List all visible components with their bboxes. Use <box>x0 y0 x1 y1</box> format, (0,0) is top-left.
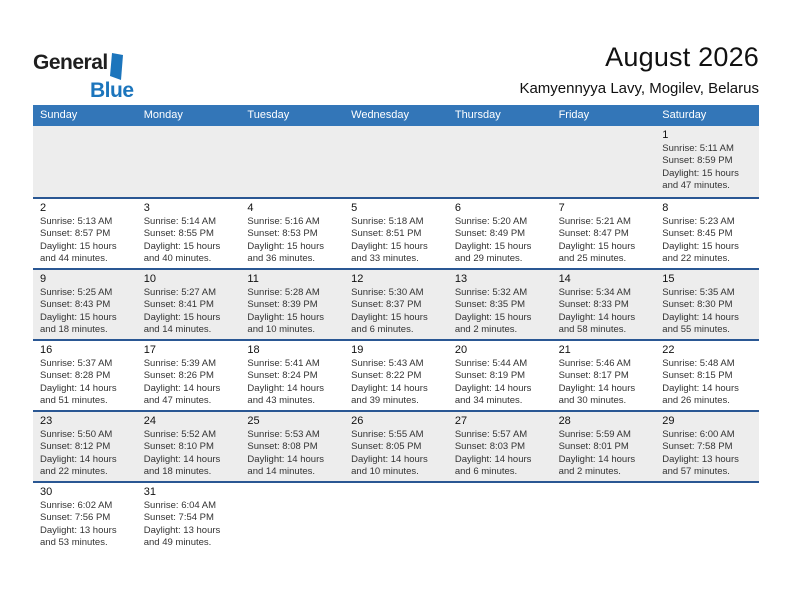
daylight-text: Daylight: 14 hours and 22 minutes. <box>40 453 117 478</box>
sunset-text: Sunset: 8:53 PM <box>247 228 318 240</box>
empty-cell <box>448 483 552 552</box>
week-row <box>33 126 759 197</box>
sunset-text: Sunset: 8:08 PM <box>247 441 318 453</box>
sunrise-text: Sunrise: 5:48 AM <box>662 358 735 369</box>
day-number: 18 <box>247 344 260 356</box>
day-cell <box>33 412 137 481</box>
daylight-text: Daylight: 15 hours and 36 minutes. <box>247 240 324 265</box>
daylight-text: Daylight: 15 hours and 44 minutes. <box>40 240 117 265</box>
daylight-text: Daylight: 14 hours and 39 minutes. <box>351 382 428 407</box>
sunset-text: Sunset: 7:54 PM <box>143 512 214 524</box>
sunrise-text: Sunrise: 5:21 AM <box>558 216 631 227</box>
daylight-text: Daylight: 14 hours and 10 minutes. <box>351 453 428 478</box>
day-number: 15 <box>662 273 675 285</box>
day-cell <box>33 483 137 552</box>
day-cell <box>448 270 552 339</box>
sunrise-text: Sunrise: 5:41 AM <box>247 358 320 369</box>
day-number: 26 <box>351 415 364 427</box>
daylight-text: Daylight: 14 hours and 51 minutes. <box>40 382 117 407</box>
daylight-text: Daylight: 13 hours and 53 minutes. <box>40 524 117 549</box>
sunrise-text: Sunrise: 5:53 AM <box>247 429 320 440</box>
sunrise-text: Sunrise: 5:35 AM <box>662 287 735 298</box>
sunset-text: Sunset: 8:24 PM <box>247 370 318 382</box>
sunrise-text: Sunrise: 5:52 AM <box>143 429 217 440</box>
day-cell <box>344 341 448 410</box>
empty-cell <box>240 483 344 552</box>
day-cell <box>552 270 656 339</box>
sunrise-text: Sunrise: 5:23 AM <box>662 216 735 227</box>
weekday-label-monday: Monday <box>143 109 183 121</box>
day-number: 23 <box>40 415 53 427</box>
sunrise-text: Sunrise: 6:04 AM <box>143 500 217 511</box>
day-cell <box>344 199 448 268</box>
day-number: 14 <box>558 273 571 285</box>
day-number: 20 <box>454 344 468 356</box>
empty-cell <box>552 126 656 197</box>
sunrise-text: Sunrise: 5:43 AM <box>351 358 424 369</box>
sunrise-text: Sunrise: 5:37 AM <box>40 358 113 369</box>
day-number: 27 <box>454 415 468 427</box>
day-number: 10 <box>143 273 156 285</box>
day-number: 13 <box>454 273 468 285</box>
daylight-text: Daylight: 14 hours and 30 minutes. <box>558 382 636 407</box>
sunrise-text: Sunrise: 5:27 AM <box>143 287 217 298</box>
day-number: 19 <box>351 344 364 356</box>
sunrise-text: Sunrise: 5:39 AM <box>143 358 217 369</box>
daylight-text: Daylight: 14 hours and 18 minutes. <box>143 453 221 478</box>
sunrise-text: Sunrise: 5:46 AM <box>558 358 631 369</box>
day-number: 2 <box>40 202 47 214</box>
sunset-text: Sunset: 8:51 PM <box>351 228 422 240</box>
calendar <box>33 105 759 552</box>
day-number: 6 <box>454 202 461 214</box>
week-row <box>33 197 759 268</box>
sunrise-text: Sunrise: 5:32 AM <box>454 287 528 298</box>
sunset-text: Sunset: 8:41 PM <box>143 299 214 311</box>
sunset-text: Sunset: 8:22 PM <box>351 370 422 382</box>
day-cell <box>448 412 552 481</box>
day-number: 4 <box>247 202 254 214</box>
day-number: 22 <box>662 344 675 356</box>
sunset-text: Sunset: 8:28 PM <box>40 370 111 382</box>
daylight-text: Daylight: 14 hours and 34 minutes. <box>454 382 532 407</box>
daylight-text: Daylight: 15 hours and 47 minutes. <box>662 167 739 192</box>
daylight-text: Daylight: 15 hours and 14 minutes. <box>143 311 221 336</box>
day-number: 16 <box>40 344 53 356</box>
sunrise-text: Sunrise: 5:14 AM <box>143 216 217 227</box>
sunset-text: Sunset: 8:10 PM <box>143 441 214 453</box>
sunset-text: Sunset: 8:59 PM <box>662 155 733 167</box>
sunset-text: Sunset: 8:47 PM <box>558 228 629 240</box>
daylight-text: Daylight: 15 hours and 18 minutes. <box>40 311 117 336</box>
weekday-header-row <box>33 105 759 126</box>
day-number: 9 <box>40 273 47 285</box>
day-number: 17 <box>143 344 156 356</box>
day-cell <box>655 270 759 339</box>
sunset-text: Sunset: 7:58 PM <box>662 441 733 453</box>
daylight-text: Daylight: 14 hours and 43 minutes. <box>247 382 324 407</box>
day-cell <box>240 412 344 481</box>
sunrise-text: Sunrise: 5:57 AM <box>454 429 528 440</box>
daylight-text: Daylight: 14 hours and 26 minutes. <box>662 382 739 407</box>
daylight-text: Daylight: 14 hours and 6 minutes. <box>454 453 532 478</box>
day-cell <box>137 199 241 268</box>
sunrise-text: Sunrise: 5:50 AM <box>40 429 113 440</box>
empty-cell <box>240 126 344 197</box>
day-cell <box>655 199 759 268</box>
day-number: 28 <box>558 415 571 427</box>
weekday-label-thursday: Thursday <box>454 109 501 121</box>
empty-cell <box>33 126 137 197</box>
empty-cell <box>552 483 656 552</box>
day-number: 24 <box>143 415 156 427</box>
daylight-text: Daylight: 15 hours and 10 minutes. <box>247 311 324 336</box>
day-number: 8 <box>662 202 669 214</box>
day-number: 5 <box>351 202 358 214</box>
day-cell <box>33 270 137 339</box>
sunset-text: Sunset: 8:33 PM <box>558 299 629 311</box>
sunrise-text: Sunrise: 5:18 AM <box>351 216 424 227</box>
sunrise-text: Sunrise: 5:55 AM <box>351 429 424 440</box>
empty-cell <box>137 126 241 197</box>
general-blue-logo <box>33 52 134 101</box>
day-cell <box>655 126 759 197</box>
calendar-grid <box>33 126 759 552</box>
daylight-text: Daylight: 15 hours and 6 minutes. <box>351 311 428 336</box>
weekday-label-saturday: Saturday <box>662 109 707 121</box>
sunset-text: Sunset: 8:57 PM <box>40 228 111 240</box>
day-cell <box>137 341 241 410</box>
location-subtitle: Kamyennyya Lavy, Mogilev, Belarus <box>519 80 759 97</box>
day-number: 30 <box>40 486 53 498</box>
sunset-text: Sunset: 8:03 PM <box>454 441 526 453</box>
day-cell <box>448 199 552 268</box>
sunset-text: Sunset: 8:43 PM <box>40 299 111 311</box>
day-cell <box>344 270 448 339</box>
weekday-label-friday: Friday <box>558 109 590 121</box>
sunrise-text: Sunrise: 5:34 AM <box>558 287 631 298</box>
daylight-text: Daylight: 13 hours and 57 minutes. <box>662 453 739 478</box>
empty-cell <box>344 483 448 552</box>
sunset-text: Sunset: 8:26 PM <box>143 370 214 382</box>
day-cell <box>344 412 448 481</box>
sunrise-text: Sunrise: 5:13 AM <box>40 216 113 227</box>
sunrise-text: Sunrise: 5:44 AM <box>454 358 528 369</box>
day-number: 29 <box>662 415 675 427</box>
sunrise-text: Sunrise: 6:02 AM <box>40 500 113 511</box>
daylight-text: Daylight: 15 hours and 29 minutes. <box>454 240 532 265</box>
daylight-text: Daylight: 14 hours and 14 minutes. <box>247 453 324 478</box>
sunset-text: Sunset: 8:45 PM <box>662 228 733 240</box>
empty-cell <box>655 483 759 552</box>
sunset-text: Sunset: 8:49 PM <box>454 228 526 240</box>
logo-text-general: General <box>33 51 108 74</box>
day-number: 11 <box>247 273 259 285</box>
empty-cell <box>448 126 552 197</box>
daylight-text: Daylight: 14 hours and 47 minutes. <box>143 382 221 407</box>
logo-text-blue: Blue <box>90 79 134 102</box>
day-cell <box>137 412 241 481</box>
sunrise-text: Sunrise: 5:30 AM <box>351 287 424 298</box>
daylight-text: Daylight: 15 hours and 2 minutes. <box>454 311 532 336</box>
sunset-text: Sunset: 8:05 PM <box>351 441 422 453</box>
day-cell <box>137 483 241 552</box>
page-header <box>33 42 759 102</box>
sunset-text: Sunset: 8:15 PM <box>662 370 733 382</box>
week-row <box>33 410 759 481</box>
day-number: 25 <box>247 415 260 427</box>
sunset-text: Sunset: 8:17 PM <box>558 370 629 382</box>
day-cell <box>137 270 241 339</box>
daylight-text: Daylight: 13 hours and 49 minutes. <box>143 524 221 549</box>
day-cell <box>655 341 759 410</box>
day-number: 1 <box>662 129 669 141</box>
sunset-text: Sunset: 8:30 PM <box>662 299 733 311</box>
sunrise-text: Sunrise: 5:28 AM <box>247 287 320 298</box>
sunrise-text: Sunrise: 6:00 AM <box>662 429 735 440</box>
day-number: 21 <box>558 344 571 356</box>
sunset-text: Sunset: 8:12 PM <box>40 441 111 453</box>
empty-cell <box>344 126 448 197</box>
week-row <box>33 339 759 410</box>
day-number: 3 <box>143 202 150 214</box>
sunset-text: Sunset: 8:35 PM <box>454 299 526 311</box>
day-cell <box>240 270 344 339</box>
sunset-text: Sunset: 8:55 PM <box>143 228 214 240</box>
daylight-text: Daylight: 15 hours and 33 minutes. <box>351 240 428 265</box>
sunrise-text: Sunrise: 5:20 AM <box>454 216 528 227</box>
day-cell <box>552 341 656 410</box>
day-cell <box>552 412 656 481</box>
page-title: August 2026 <box>605 42 759 72</box>
sunset-text: Sunset: 7:56 PM <box>40 512 111 524</box>
day-number: 7 <box>558 202 565 214</box>
weekday-label-tuesday: Tuesday <box>247 109 290 121</box>
day-cell <box>33 341 137 410</box>
daylight-text: Daylight: 14 hours and 2 minutes. <box>558 453 636 478</box>
day-cell <box>552 199 656 268</box>
sunrise-text: Sunrise: 5:25 AM <box>40 287 113 298</box>
daylight-text: Daylight: 14 hours and 58 minutes. <box>558 311 636 336</box>
week-row <box>33 481 759 552</box>
day-number: 31 <box>143 486 156 498</box>
day-number: 12 <box>351 273 364 285</box>
weekday-label-wednesday: Wednesday <box>351 109 410 121</box>
sunrise-text: Sunrise: 5:59 AM <box>558 429 631 440</box>
week-row <box>33 268 759 339</box>
sunset-text: Sunset: 8:01 PM <box>558 441 629 453</box>
sunrise-text: Sunrise: 5:11 AM <box>662 143 734 154</box>
day-cell <box>240 341 344 410</box>
sunset-text: Sunset: 8:39 PM <box>247 299 318 311</box>
day-cell <box>240 199 344 268</box>
daylight-text: Daylight: 15 hours and 40 minutes. <box>143 240 221 265</box>
day-cell <box>655 412 759 481</box>
day-cell <box>448 341 552 410</box>
weekday-label-sunday: Sunday <box>40 109 78 121</box>
daylight-text: Daylight: 15 hours and 22 minutes. <box>662 240 739 265</box>
daylight-text: Daylight: 14 hours and 55 minutes. <box>662 311 739 336</box>
daylight-text: Daylight: 15 hours and 25 minutes. <box>558 240 636 265</box>
sunset-text: Sunset: 8:37 PM <box>351 299 422 311</box>
sunset-text: Sunset: 8:19 PM <box>454 370 526 382</box>
sunrise-text: Sunrise: 5:16 AM <box>247 216 320 227</box>
day-cell <box>33 199 137 268</box>
